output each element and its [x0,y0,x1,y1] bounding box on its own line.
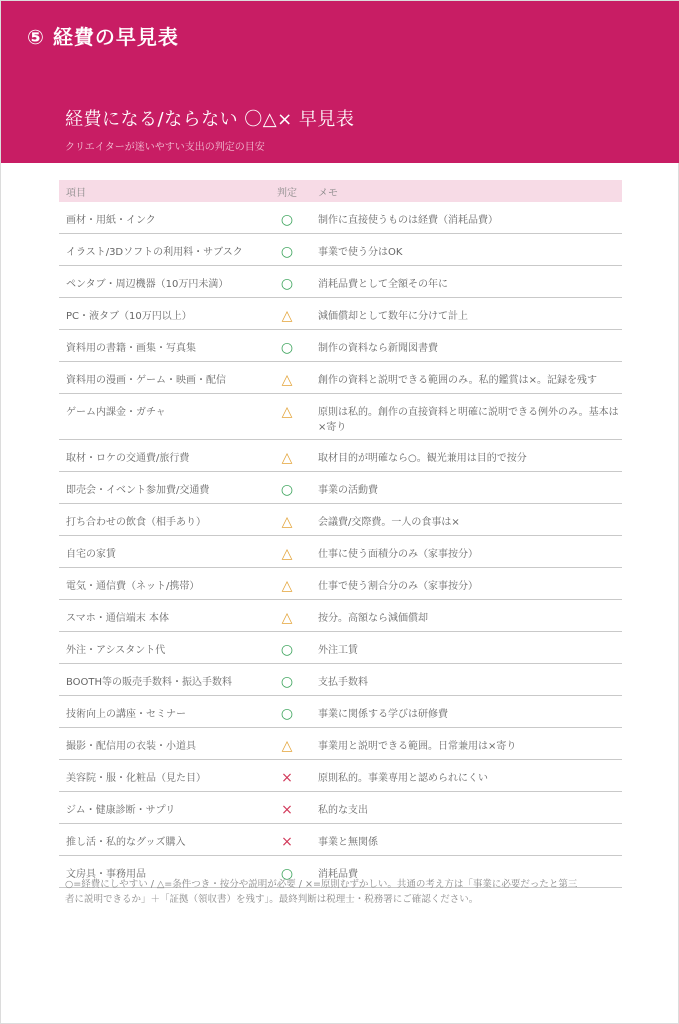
column-header-judgement: 判定 [277,187,297,199]
circle-ok-icon: ○ [280,276,294,292]
triangle-conditional-icon: △ [281,404,293,420]
row-item: スマホ・通信端末 本体 [66,613,169,624]
table-row [59,728,622,760]
table-row [59,760,622,792]
triangle-conditional-icon: △ [281,738,293,754]
triangle-conditional-icon: △ [281,372,293,388]
row-judgement [259,771,315,787]
table-row [59,504,622,536]
circle-ok-icon: ○ [280,706,294,722]
row-judgement [259,341,315,357]
table-row [59,792,622,824]
row-memo: 私的な支出 [318,805,368,816]
row-item: 資料用の漫画・ゲーム・映画・配信 [66,375,226,386]
row-memo: 原則は私的。創作の直接資料と明確に説明できる例外のみ。基本は×寄り [318,407,619,433]
table-row [59,266,622,298]
row-item: 取材・ロケの交通費/旅行費 [66,453,190,464]
row-memo: 創作の資料と説明できる範囲のみ。私的鑑賞は×。記録を残す [318,375,597,386]
section-caption: クリエイターが迷いやすい支出の判定の目安 [65,142,265,153]
row-memo: 仕事で使う割合分のみ（家事按分） [318,581,478,592]
table-row [59,568,622,600]
table-row [59,472,622,504]
row-item: 外注・アシスタント代 [66,645,166,656]
row-judgement [259,835,315,851]
row-item: 資料用の書籍・画集・写真集 [66,343,196,354]
row-memo: 事業と無関係 [318,837,378,848]
row-memo: 事業の活動費 [318,485,378,496]
row-judgement [259,373,315,389]
triangle-conditional-icon: △ [281,450,293,466]
row-item: 文房具・事務用品 [66,869,146,880]
page-title: ⑤ 経費の早見表 [27,25,179,49]
row-memo: 仕事に使う面積分のみ（家事按分） [318,549,478,560]
row-judgement [259,277,315,293]
column-header-item: 項目 [66,187,86,199]
row-judgement [259,405,315,421]
row-item: ペンタブ・周辺機器（10万円未満） [66,279,229,290]
triangle-conditional-icon: △ [281,514,293,530]
row-judgement [259,515,315,531]
row-judgement [259,309,315,325]
row-item: 電気・通信費（ネット/携帯） [66,581,200,592]
row-item: 打ち合わせの飲食（相手あり） [66,517,206,528]
row-memo: 事業用と説明できる範囲。日常兼用は×寄り [318,741,517,752]
circle-ok-icon: ○ [280,340,294,356]
row-memo: 制作の資料なら新聞図書費 [318,343,438,354]
row-item: 画材・用紙・インク [66,215,156,226]
header-banner [1,1,679,163]
row-item: イラスト/3Dソフトの利用料・サブスク [66,247,243,258]
row-item: 自宅の家賃 [66,549,116,560]
row-item: 即売会・イベント参加費/交通費 [66,485,210,496]
cross-no-icon: × [281,834,293,850]
table-row [59,202,622,234]
row-memo: 会議費/交際費。一人の食事は× [318,517,460,528]
triangle-conditional-icon: △ [281,610,293,626]
row-judgement [259,643,315,659]
row-item: ゲーム内課金・ガチャ [66,407,166,418]
column-header-memo: メモ [318,187,338,199]
row-memo: 支払手数料 [318,677,368,688]
table-row [59,824,622,856]
table-row [59,600,622,632]
table-row [59,632,622,664]
triangle-conditional-icon: △ [281,578,293,594]
table-row [59,394,622,440]
row-memo: 事業に関係する学びは研修費 [318,709,448,720]
row-memo: 外注工賃 [318,645,358,656]
table-row [59,664,622,696]
circle-ok-icon: ○ [280,642,294,658]
row-judgement [259,245,315,261]
circle-ok-icon: ○ [280,244,294,260]
row-judgement [259,611,315,627]
row-memo: 消耗品費として全額その年に [318,279,448,290]
table-row [59,536,622,568]
table-row [59,362,622,394]
row-judgement [259,451,315,467]
row-judgement [259,579,315,595]
row-memo: 取材目的が明確なら○。観光兼用は目的で按分 [318,453,527,464]
footnote: ○=経費にしやすい / △=条件つき・按分や説明が必要 / ×=原則むずかしい。共通の考え方は「事業に必要だったと第三者に説明できるか」＋「証拠（領収書）を残す」。最終判断は税理士・税務署にご確認ください。 [65,879,578,905]
expense-table [59,180,622,888]
row-judgement [259,547,315,563]
row-item: 撮影・配信用の衣装・小道具 [66,741,196,752]
section-subtitle: 経費になる/ならない 〇△× 早見表 [65,109,355,130]
table-row [59,298,622,330]
row-judgement [259,213,315,229]
row-memo: 消耗品費 [318,869,358,880]
row-judgement [259,707,315,723]
cross-no-icon: × [281,770,293,786]
row-memo: 制作に直接使うものは経費（消耗品費） [318,215,498,226]
row-item: 推し活・私的なグッズ購入 [66,837,186,848]
table-row [59,234,622,266]
triangle-conditional-icon: △ [281,308,293,324]
row-item: BOOTH等の販売手数料・振込手数料 [66,677,233,688]
row-judgement [259,803,315,819]
row-item: 技術向上の講座・セミナー [66,709,186,720]
table-row [59,330,622,362]
row-memo: 原則私的。事業専用と認められにくい [318,773,488,784]
triangle-conditional-icon: △ [281,546,293,562]
row-memo: 減価償却として数年に分けて計上 [318,311,468,322]
row-item: 美容院・服・化粧品（見た目） [66,773,206,784]
circle-ok-icon: ○ [280,482,294,498]
table-row [59,696,622,728]
row-memo: 按分。高額なら減価償却 [318,613,428,624]
row-item: ジム・健康診断・サプリ [66,805,176,816]
table-body [59,202,622,888]
row-judgement [259,675,315,691]
circle-ok-icon: ○ [280,866,294,882]
table-header-row [59,180,622,202]
row-item: PC・液タブ（10万円以上） [66,311,192,322]
row-judgement [259,483,315,499]
circle-ok-icon: ○ [280,212,294,228]
circle-ok-icon: ○ [280,674,294,690]
row-judgement [259,739,315,755]
table-row [59,440,622,472]
cross-no-icon: × [281,802,293,818]
row-memo: 事業で使う分はOK [318,247,403,258]
